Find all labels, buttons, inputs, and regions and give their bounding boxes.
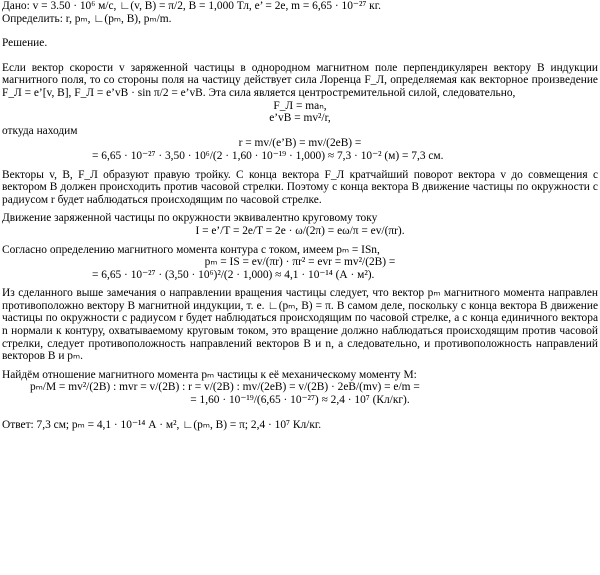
paragraph-ratio: Найдём отношение магнитного момента pₘ частицы к её механическому моменту M: [2, 368, 417, 381]
paragraph-right-triple: Векторы v, B, F_Л образуют правую тройку. С конца вектора F_Л кратчайший поворот вектора v до совмещения с вектором B должен происходить против часовой стрелки. Поэтому с конца вектора B движение частицы по окружности с радиусом r будет наблюдаться происходящим по часовой стрелке. [2, 168, 598, 206]
given-data: Дано: v = 3.50 · 10⁶ м/с, ∟(v, B) = π/2, B = 1,000 Тл, e’ = 2e, m = 6,65 · 10⁻²⁷ кг. [2, 0, 381, 12]
paragraph-moment-direction: Из сделанного выше замечания о направлении вращения частицы следует, что вектор pₘ магнитного момента направлен противоположно вектору B магнитной индукции, т. е. ∟(pₘ, B) = π. В самом деле, поскольку с конца вектора B движение частицы по окружности с радиусом r будет наблюдаться происходящим по часовой стрелке, а с конца единичного вектора n нормали к контуру, охватываемому круговым током, это вращение должно наблюдаться происходящим против часовой стрелки, следует противоположность направлений векторов B и n, а следовательно, и противоположность направлений векторов B и pₘ. [2, 287, 598, 363]
equation-radius-value: = 6,65 · 10⁻²⁷ · 3,50 · 10⁶/(2 · 1,60 · 10⁻¹⁹ · 1,000) ≈ 7,3 · 10⁻² (м) = 7,3 см. [92, 149, 444, 162]
paragraph-magnetic-moment: Согласно определению магнитного момента контура с током, имеем pₘ = ISn, [2, 243, 380, 256]
equation-centripetal: e’vB = mv²/r, [269, 112, 331, 125]
equation-radius-formula: r = mv/(e’B) = mv/(2eB) = [238, 137, 362, 150]
text-whence: откуда находим [2, 124, 78, 137]
equation-current: I = e’/T = 2e/T = 2e · ω/(2π) = eω/π = ev/(πr). [195, 224, 405, 237]
answer-line: Ответ: 7,3 см; pₘ = 4,1 · 10⁻¹⁴ А · м², ∟(pₘ, B) = π; 2,4 · 10⁷ Кл/кг. [2, 418, 322, 431]
equation-ratio-value: = 1,60 · 10⁻¹⁹/(6,65 · 10⁻²⁷) ≈ 2,4 · 10⁷ (Кл/кг). [190, 394, 410, 407]
paragraph-lorentz-force: Если вектор скорости v заряженной частицы в однородном магнитном поле перпендикулярен вектору B индукции магнитного поля, то со стороны поля на частицу действует сила Лоренца F_Л, определяемая как векторное произведение F_Л = e’[v, B], F_Л = e’vB · sin π/2 = e’vB. Эта сила является центростремительной силой, следовательно, [2, 61, 598, 99]
equation-moment-value: = 6,65 · 10⁻²⁷ · (3,50 · 10⁶)²/(2 · 1,000) ≈ 4,1 · 10⁻¹⁴ (А · м²). [92, 268, 375, 281]
equation-moment-formula: pₘ = IS = ev/(πr) · πr² = evr = mv²/(2B) = [204, 256, 396, 269]
equation-newton: F_Л = maₙ, [273, 99, 327, 112]
find-statement: Определить: r, pₘ, ∟(pₘ, B), pₘ/m. [2, 12, 172, 25]
paragraph-circular-current: Движение заряженной частицы по окружности эквивалентно круговому току [2, 212, 378, 225]
solution-heading: Решение. [2, 37, 48, 50]
equation-ratio-formula: pₘ/M = mv²/(2B) : mvr = v/(2B) : r = v/(2B) : mv/(2eB) = v/(2B) · 2eB/(mv) = e/m = [30, 381, 420, 394]
